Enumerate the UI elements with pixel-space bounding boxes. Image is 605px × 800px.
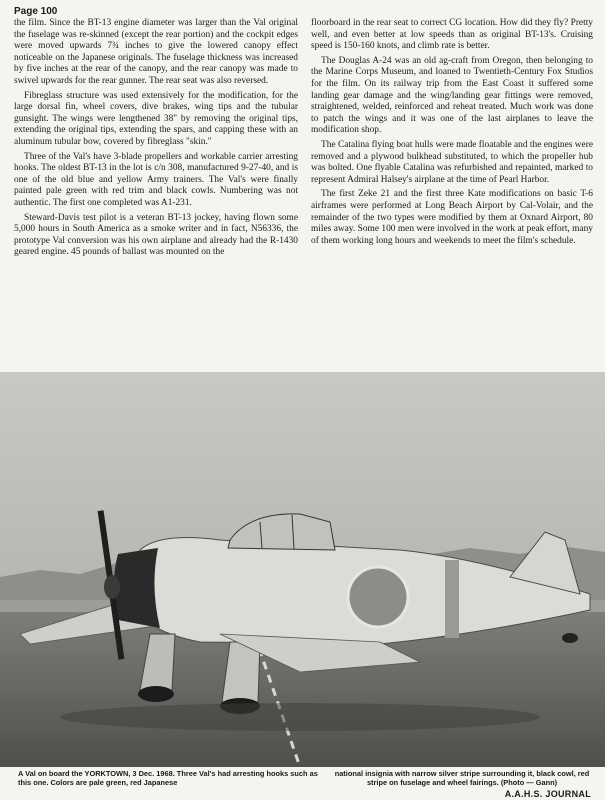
engine-cowl	[114, 548, 160, 628]
paragraph: the film. Since the BT-13 engine diameter was larger than the Val original the fuselage was re-skinned (except the rear portion) and the cockpit edges were moved upwards 7¾ inches to give the lowered canopy effect noticeable on the Japanese originals. The fuselage thickness was increased by five inches at the rear of the canopy, and the rear canopy was made to swivel upwards for the rear gunner. The rear seat was also reversed.	[14, 18, 298, 86]
wheel-left	[138, 686, 174, 702]
aircraft-photo	[0, 372, 605, 767]
paragraph: The first Zeke 21 and the first three Kate modifications on basic T-6 airframes were performed at Long Beach Airport by Cal-Volair, and the remainder of the two types were modified by them at Oxnard Airport, 80 miles away. Some 100 men were involved in the work at peak effort, many of them working long hours and weekends to meet the film's schedule.	[311, 189, 593, 246]
paragraph: Steward-Davis test pilot is a veteran BT-13 jockey, having flown some 5,000 hours in South America as a smoke writer and in fact, N56336, the prototype Val conversion was his own airplane and already had the R-1430 geared engine. 45 pounds of ballast was mounted on the	[14, 212, 298, 258]
journal-footer: A.A.H.S. JOURNAL	[504, 789, 591, 799]
tail-wheel	[562, 633, 578, 643]
aircraft-shadow	[60, 703, 540, 731]
paragraph: The Douglas A-24 was an old ag-craft from Oregon, then belonging to the Marine Corps Museum, and loaned to Twentieth-Century Fox Studios for the film. On its railway trip from the East Coast it suffered some landing gear damage and the wing/landing gear fittings were removed, straightened, welded, reinforced and reheat treated. Much work was done to patch the wings and it was one of the last airplanes to leave the modification shop.	[311, 55, 593, 136]
national-insignia	[348, 567, 408, 627]
paragraph: Three of the Val's have 3-blade propellers and workable carrier arresting hooks. The oldest BT-13 in the lot is c/n 308, manufactured 9-27-40, and is one of the old blue and yellow Army trainers. The Val's were finally painted pale green with red trim and black cowls. Numbering was not authentic. The first one completed was A1-231.	[14, 151, 298, 208]
aircraft-illustration	[0, 372, 605, 767]
article-right-column	[311, 18, 593, 250]
paragraph: The Catalina flying boat hulls were made floatable and the engines were removed and a plywood bulkhead substituted, to which the propeller hub was bolted. One flyable Catalina was refurbished and repainted, marked to represent Admiral Halsey's airplane at the time of Pearl Harbor.	[311, 139, 593, 185]
photo-caption-right: national insignia with narrow silver stripe surrounding it, black cowl, red stripe on fuselage and wheel fairings. (Photo — Gann)	[334, 769, 590, 787]
photo-caption-left: A Val on board the YORKTOWN, 3 Dec. 1968. Three Val's had arresting hooks such as this one. Colors are pale green, red Japanese	[18, 769, 318, 787]
propeller-hub	[104, 575, 120, 599]
page-number: Page 100	[14, 6, 58, 17]
paragraph: floorboard in the rear seat to correct CG location. How did they fly? Pretty well, and even better at low speeds than as original BT-13's. Cruising speed is 150-160 knots, and climb rate is better.	[311, 18, 593, 52]
article-left-column	[14, 18, 298, 262]
paragraph: Fibreglass structure was used extensively for the modification, for the large dorsal fin, wheel covers, dive brakes, wing tips and the tubular gunsight. The wings were lengthened 38" by removing the original tips, extending the original tips, extending the spars, and capping these with an aluminum tubular bow, covered by fibreglass "skin."	[14, 90, 298, 147]
fuselage-stripe	[445, 560, 459, 638]
